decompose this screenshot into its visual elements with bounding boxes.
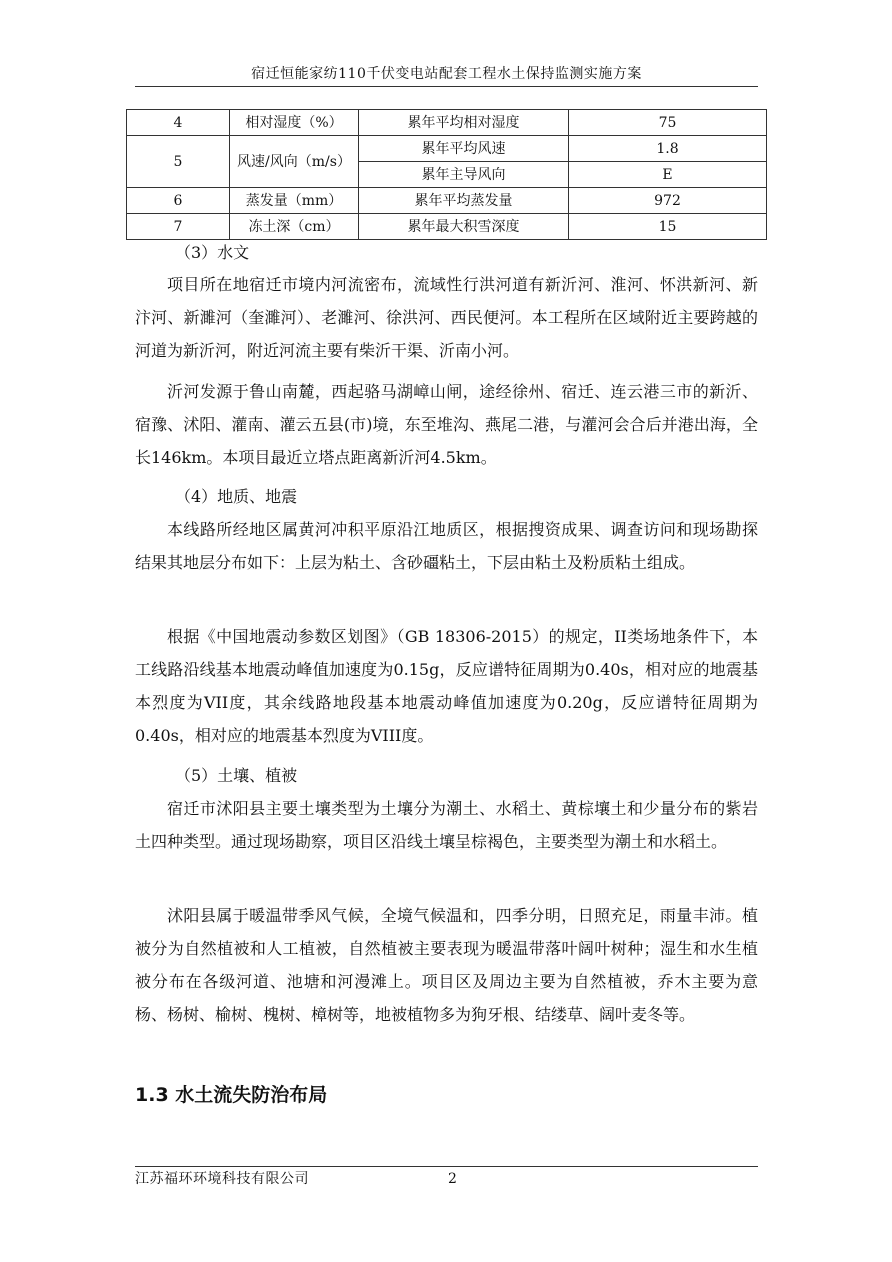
row-index: 累年主导风向 — [359, 162, 569, 188]
page-number: 2 — [448, 1171, 457, 1187]
paragraph-soil: 宿迁市沭阳县主要土壤类型为土壤分为潮土、水稻土、黄棕壤土和少量分布的紫岩土四种类型。通过现场勘察，项目区沿线土壤呈棕褐色，主要类型为潮土和水稻土。 — [135, 799, 758, 851]
row-number: 7 — [127, 214, 230, 240]
paragraph-vegetation: 沭阳县属于暖温带季风气候，全境气候温和，四季分明，日照充足，雨量丰沛。植被分为自然植被和人工植被，自然植被主要表现为暖温带落叶阔叶树种；湿生和水生植被分布在各级河道、池塘和河漫滩上。项目区及周边主要为自然植被，乔木主要为意杨、杨树、榆树、槐树、樟树等，地被植物多为狗牙根、结缕草、阔叶麦冬等。 — [135, 906, 758, 1024]
paragraph-geology-2: 根据《中国地震动参数区划图》（GB 18306-2015）的规定，II类场地条件下，本工线路沿线基本地震动峰值加速度为0.15g，反应谱特征周期为0.40s，相对应的地震基本烈度为VII度，其余线路地段基本地震动峰值加速度为0.20g，反应谱特征周期为0.40s，相对应的地震基本烈度为VIII度。 — [135, 627, 758, 745]
table-row — [127, 188, 767, 214]
subheading-geology: （4）地质、地震 — [175, 487, 298, 506]
paragraph-hydrology-2: 沂河发源于鲁山南麓，西起骆马湖嶂山闸，途经徐州、宿迁、连云港三市的新沂、宿豫、沭阳、灌南、灌云五县(市)境，东至堆沟、燕尾二港，与灌河会合后并港出海，全长146km。本项目最近立塔点距离新沂河4.5km。 — [135, 382, 758, 467]
row-number: 6 — [127, 188, 230, 214]
page-header-title: 宿迁恒能家纺110千伏变电站配套工程水土保持监测实施方案 — [251, 66, 642, 82]
table-row — [127, 136, 767, 162]
footer-company: 江苏福环环境科技有限公司 — [135, 1171, 309, 1187]
row-number: 5 — [127, 136, 230, 188]
header-divider — [135, 86, 758, 87]
subheading-soil-vegetation: （5）土壤、植被 — [175, 766, 298, 785]
row-index: 累年平均风速 — [359, 136, 569, 162]
paragraph-geology-1: 本线路所经地区属黄河冲积平原沿江地质区，根据搜资成果、调查访问和现场勘探结果其地层分布如下：上层为粘土、含砂礓粘土，下层由粘土及粉质粘土组成。 — [135, 520, 758, 572]
row-value: E — [569, 162, 767, 188]
section-heading: 1.3 水土流失防治布局 — [135, 1084, 328, 1106]
row-index: 累年平均蒸发量 — [359, 188, 569, 214]
row-item: 相对湿度（%） — [230, 110, 359, 136]
paragraph-hydrology-1: 项目所在地宿迁市境内河流密布，流域性行洪河道有新沂河、淮河、怀洪新河、新汴河、新濉河（奎濉河）、老濉河、徐洪河、西民便河。本工程所在区域附近主要跨越的河道为新沂河，附近河流主要有柴沂干渠、沂南小河。 — [135, 275, 758, 360]
footer-divider — [135, 1166, 758, 1167]
row-value: 75 — [569, 110, 767, 136]
row-number: 4 — [127, 110, 230, 136]
table-row — [127, 214, 767, 240]
row-index: 累年最大积雪深度 — [359, 214, 569, 240]
row-index: 累年平均相对湿度 — [359, 110, 569, 136]
meteorology-table — [126, 109, 767, 240]
row-value: 1.8 — [569, 136, 767, 162]
subheading-hydrology: （3）水文 — [175, 243, 250, 262]
row-value: 15 — [569, 214, 767, 240]
row-item: 冻土深（cm） — [230, 214, 359, 240]
row-item: 蒸发量（mm） — [230, 188, 359, 214]
table-row — [127, 110, 767, 136]
row-item: 风速/风向（m/s） — [230, 136, 359, 188]
row-value: 972 — [569, 188, 767, 214]
